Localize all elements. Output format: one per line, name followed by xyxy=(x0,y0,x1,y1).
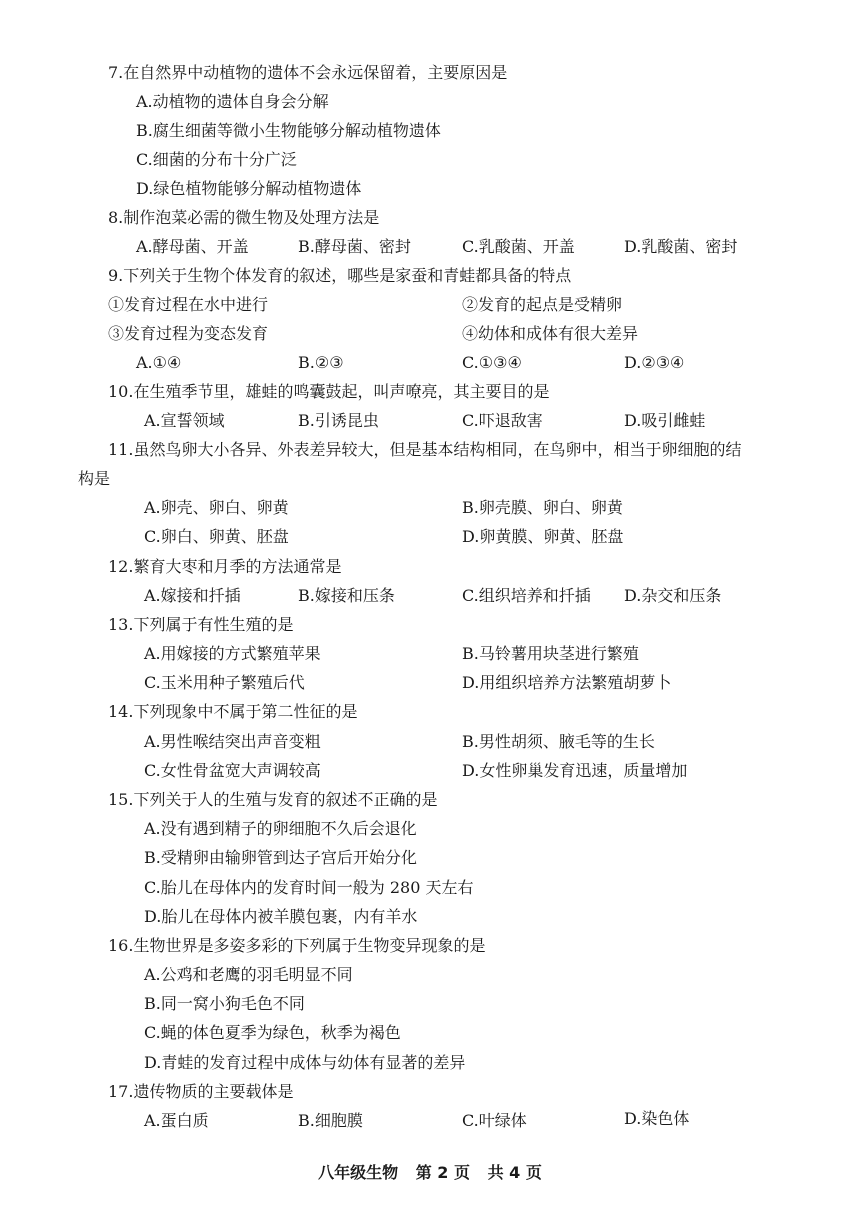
q10-option-b: B.引诱昆虫 xyxy=(298,411,379,430)
q12-option-d: D.杂交和压条 xyxy=(624,586,722,605)
q12-option-c: C.组织培养和扦插 xyxy=(462,586,591,605)
q8-option-c: C.乳酸菌、开盖 xyxy=(462,237,575,256)
q10-option-d: D.吸引雌蛙 xyxy=(624,411,706,430)
q8-stem: 8.制作泡菜必需的微生物及处理方法是 xyxy=(108,208,380,227)
q9-item-3: ③发育过程为变态发育 xyxy=(108,324,269,343)
q15-option-c: C.胎儿在母体内的发育时间一般为 280 天左右 xyxy=(144,878,474,897)
q8-option-d: D.乳酸菌、密封 xyxy=(624,237,738,256)
q13-stem: 13.下列属于有性生殖的是 xyxy=(108,615,294,634)
q9-item-1: ①发育过程在水中进行 xyxy=(108,295,269,314)
q15-option-a: A.没有遇到精子的卵细胞不久后会退化 xyxy=(144,819,417,838)
q16-stem: 16.生物世界是多姿多彩的下列属于生物变异现象的是 xyxy=(108,936,486,955)
q7-option-b: B.腐生细菌等微小生物能够分解动植物遗体 xyxy=(136,121,441,140)
q13-option-b: B.马铃薯用块茎进行繁殖 xyxy=(462,644,639,663)
q17-option-a: A.蛋白质 xyxy=(144,1111,209,1130)
q7-option-a: A.动植物的遗体自身会分解 xyxy=(136,92,329,111)
q15-stem: 15.下列关于人的生殖与发育的叙述不正确的是 xyxy=(108,790,438,809)
q15-option-d: D.胎儿在母体内被羊膜包裹，内有羊水 xyxy=(144,907,418,926)
q8-option-a: A.酵母菌、开盖 xyxy=(136,237,249,256)
q16-option-b: B.同一窝小狗毛色不同 xyxy=(144,994,305,1013)
q17-option-d: D.染色体 xyxy=(624,1109,690,1128)
q17-option-b: B.细胞膜 xyxy=(298,1111,363,1130)
q12-option-b: B.嫁接和压条 xyxy=(298,586,395,605)
q11-stem: 11.虽然鸟卵大小各异、外表差异较大，但是基本结构相同，在鸟卵中，相当于卵细胞的结 xyxy=(108,440,742,459)
q11-stem-continued: 构是 xyxy=(78,469,111,488)
page-footer xyxy=(0,1160,860,1183)
q9-option-b: B.②③ xyxy=(298,353,344,372)
q7-option-c: C.细菌的分布十分广泛 xyxy=(136,150,297,169)
q9-option-a: A.①④ xyxy=(136,353,182,372)
q14-option-c: C.女性骨盆宽大声调较高 xyxy=(144,761,321,780)
q9-option-d: D.②③④ xyxy=(624,353,685,372)
q13-option-d: D.用组织培养方法繁殖胡萝卜 xyxy=(462,673,672,692)
q10-option-a: A.宣誓领域 xyxy=(144,411,225,430)
q11-option-c: C.卵白、卵黄、胚盘 xyxy=(144,527,289,546)
q7-stem: 7.在自然界中动植物的遗体不会永远保留着，主要原因是 xyxy=(108,63,508,82)
q9-item-4: ④幼体和成体有很大差异 xyxy=(462,324,639,343)
q11-option-d: D.卵黄膜、卵黄、胚盘 xyxy=(462,527,624,546)
q13-option-c: C.玉米用种子繁殖后代 xyxy=(144,673,305,692)
q7-option-d: D.绿色植物能够分解动植物遗体 xyxy=(136,179,362,198)
q10-stem: 10.在生殖季节里，雄蛙的鸣囊鼓起，叫声嘹亮，其主要目的是 xyxy=(108,382,550,401)
q16-option-a: A.公鸡和老鹰的羽毛明显不同 xyxy=(144,965,353,984)
q9-option-c: C.①③④ xyxy=(462,353,522,372)
q9-stem: 9.下列关于生物个体发育的叙述，哪些是家蚕和青蛙都具备的特点 xyxy=(108,266,572,285)
q14-option-a: A.男性喉结突出声音变粗 xyxy=(144,732,321,751)
q17-option-c: C.叶绿体 xyxy=(462,1111,527,1130)
footer-total-pages: 共 4 页 xyxy=(487,1163,542,1182)
q12-stem: 12.繁育大枣和月季的方法通常是 xyxy=(108,557,342,576)
q14-option-b: B.男性胡须、腋毛等的生长 xyxy=(462,732,655,751)
q14-stem: 14.下列现象中不属于第二性征的是 xyxy=(108,702,358,721)
q17-stem: 17.遗传物质的主要载体是 xyxy=(108,1082,294,1101)
q16-option-d: D.青蛙的发育过程中成体与幼体有显著的差异 xyxy=(144,1053,466,1072)
q10-option-c: C.吓退敌害 xyxy=(462,411,543,430)
q11-option-b: B.卵壳膜、卵白、卵黄 xyxy=(462,498,623,517)
q16-option-c: C.蝇的体色夏季为绿色，秋季为褐色 xyxy=(144,1023,401,1042)
footer-page-number: 第 2 页 xyxy=(415,1163,470,1182)
footer-subject: 八年级生物 xyxy=(318,1163,399,1182)
q11-option-a: A.卵壳、卵白、卵黄 xyxy=(144,498,289,517)
q13-option-a: A.用嫁接的方式繁殖苹果 xyxy=(144,644,321,663)
q12-option-a: A.嫁接和扦插 xyxy=(144,586,241,605)
q8-option-b: B.酵母菌、密封 xyxy=(298,237,411,256)
q15-option-b: B.受精卵由输卵管到达子宫后开始分化 xyxy=(144,848,417,867)
q9-item-2: ②发育的起点是受精卵 xyxy=(462,295,623,314)
q14-option-d: D.女性卵巢发育迅速，质量增加 xyxy=(462,761,688,780)
